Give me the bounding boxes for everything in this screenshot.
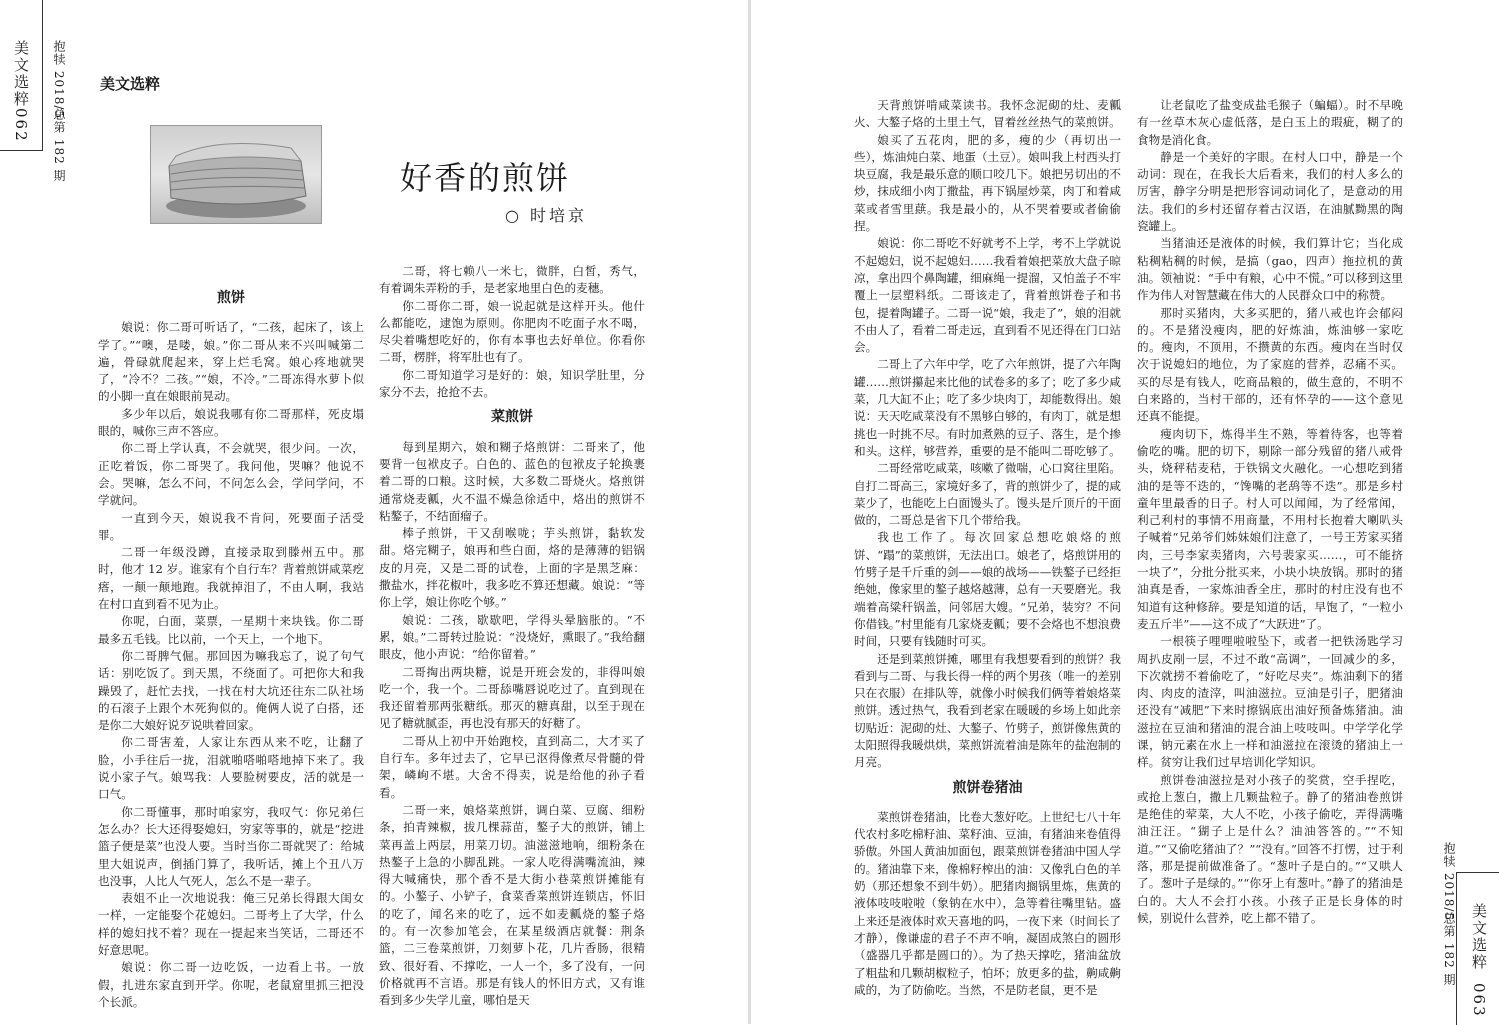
paragraph: 那时买猪肉，大多买肥的，猪八戒也许会郁闷的。不是猪没瘦肉，肥的好炼油，炼油够一家吃的。瘦肉，不顶用，不攒黄的东西。瘦肉在当时仅次于说媳妇的地位，为了家庭的营养，忍痛不买。买的尽是有钱人，吃商品粮的，做生意的，不明不白来路的，当村干部的，还有怀孕的——这个意见还真不能提。	[1137, 305, 1403, 424]
text-column-1	[98, 282, 364, 1011]
paragraph: 你二哥你二哥，娘一说起就是这样开头。他什么都能吃，逮饱为原则。你肥肉不吃面子水不喝，尽尖着嘴想吃好的，你有本事也去好单位。你看你二哥，楞胖，将军肚也有了。	[379, 298, 645, 365]
pancake-photo	[150, 125, 322, 224]
paragraph: 当猪油还是液体的时候，我们算计它；当化成粘稠粘稠的时候，是搞（gao，四声）拖拉机的黄油。领袖说：“手中有粮，心中不慌。”可以移到这里作为伟人对智慧藏在伟大的人民群众口中的称赞。	[1137, 236, 1403, 303]
paragraph: 二哥掏出两块糖，说是开班会发的，非得叫娘吃一个，我一个。二哥舔嘴唇说吃过了。直到现在我还留着那两张糖纸。那灭的糖真甜，以至于现在见了糖就腻歪，再也没有那天的好糖了。	[379, 664, 645, 731]
article-author: ○ 时培京	[505, 206, 588, 225]
paragraph: 二哥从上初中开始跑校，直到高二，大才买了自行车。多年过去了，它早已沤得像煮尽骨髓的骨架，嶙峋不堪。大舍不得卖，说是给他的孙子看看。	[379, 733, 645, 800]
paragraph: 娘说：你二哥一边吃饭，一边看上书。一放假，扎进东家直到开学。你呢，老鼠窟里抓三把没个长派。	[98, 960, 364, 1009]
right-page-number: 063	[1470, 983, 1488, 1018]
paragraph: 表姐不止一次地说我：俺三兄弟长得跟大闺女一样，一定能娶个花媳妇。二哥考上了大学，什么样的媳妇找不着？现在一提起来当笑话，二哥还不好意思呢。	[98, 891, 364, 957]
paragraph: 瘦肉切下，炼得半生不熟，等着待客，也等着偷吃的嘴。肥的切下，剔除一部分残留的猪八戒骨头，烧秤秸麦秸，于铁锅文火融化。一心想吃到猪油的是等不迭的，“馋嘴的老鸹等不迭”。那是乡村童年里最香的日子。村人可以闻闻，为了经常闻，利己利村的事情不用商量，不用村长抱着大喇叭头子喊着“兄弟爷们姊妹娘们注意了，一号王芳家买猪肉，三号李家卖猪肉，六号裴家买……，可不能挤一块了”，分批分批买来，小块小块放锅。那时的猪油真是香，一家炼油香全庄，那时的村庄没有也不知道有这种修辞。要是知道的话，早饱了，“一粒小麦五斤半”——这不成了“大跃进”了。	[1137, 426, 1403, 631]
paragraph: 娘说：你二哥吃不好就考不上学，考不上学就说不起媳妇，说不起媳妇……我看着娘把菜放大盘子晾凉，拿出四个鼻陶罐，细麻绳一提溜，又怕盖子不牢覆上一层塑料纸。二哥该走了，背着煎饼卷子和书包，提着陶罐子。二哥一说“娘，我走了”，娘的泪就不由人了，看着二哥走远，直到看不见还得在门口站会。	[854, 236, 1121, 355]
paragraph: 二哥，将七赖八一米七，微胖，白皙，秀气，有着调朱弄粉的手，是老家地里白色的麦穗。	[379, 264, 645, 296]
right-edge-tab	[1456, 872, 1499, 1025]
left-running-issue: 抱犊 2018/5	[52, 40, 66, 120]
paragraph: 煎饼卷油滋拉是对小孩子的奖赏，空手捏吃，或抢上葱白，撒上几颗盐粒子。静了的猪油卷煎饼是绝佳的荤菜，大人不吃，小孩子偷吃，弄得满嘴油汪汪。“猢子上是什么？油油答答的。”“不知道。”“又偷吃猪油了？”“没有。”回答不打愣，过于利落，那是提前做准备了。“葱叶子是白的。”“又哄人了。葱叶子是绿的。”“你牙上有葱叶。”静了的猪油是白的。大人不会打小孩。小孩子正是长身体的时候，别说什么营养，吃上都不错了。	[1137, 772, 1403, 925]
text-column-2	[379, 263, 645, 1009]
paragraph: 你呢，白面，菜票，一星期十来块钱。你二哥最多五毛钱。比以前，一个天上，一个地下。	[98, 614, 364, 646]
paragraph: 你二哥害羞，人家让东西从来不吃，让翻了脸，小手往后一拢，泪就啪嗒啪嗒地掉下来了。我说小家子气。娘骂我：人要脸树要皮，活的就是一口气。	[98, 735, 364, 802]
subheading: 煎饼	[217, 290, 245, 306]
paragraph: 二哥上了六年中学，吃了六年煎饼，提了六年陶罐……煎饼攥起来比他的试卷多的多了；吃了多少咸菜，几大缸不止；吃了多少块肉丁，却能数得出。娘说：天天吃咸菜没有不黑够白够的，有肉丁，就是想挑也一时挑不尽。有时加煮熟的豆子、落生，是个掺和头。这样，够营养，重要的是不能叫二哥吃够了。	[854, 357, 1121, 458]
paragraph: 娘说：你二哥可听话了，“二孩，起床了，该上学了。”“噢，是喽，娘。”你二哥从来不兴叫喊第二遍，骨碌就爬起来，穿上烂毛窝。娘心疼地就哭了，“冷不？二孩。”“娘，不冷。”二哥冻得水萝卜似的小脚一直在娘眼前晃动。	[98, 320, 364, 404]
page-gutter	[748, 0, 751, 1024]
paragraph: 你二哥脾气倔。那回因为嘛我忘了，说了句气话：别吃饭了。到天黑，不绕面了。可把你大和我躁毁了，赶忙去找，一找在村大坑还往东二队社场的石滚子上跟个木死狗似的。俺俩人说了白搭，还是你二大娘好说歹说哄着回家。	[98, 648, 364, 733]
text-column-4	[1137, 97, 1403, 927]
paragraph: 娘买了五花肉，肥的多，瘦的少（再切出一些），炼油炖白菜、地蛋（土豆）。娘叫我上村西头打块豆腐，我是最乐意的顺口咬几下。娘把另切出的不炒，抹成细小肉丁撒盐，再下锅屋炒菜，肉丁和着咸菜或者雪里蕻。我是最小的，从不哭着要或者偷偷捏。	[854, 132, 1121, 234]
pancake-stack-illustration	[151, 126, 321, 223]
left-running-total: 总第 182 期	[52, 108, 66, 183]
paragraph: 每到星期六，娘和糊子烙煎饼：二哥来了，他要背一包袱皮子。白色的、蓝色的包袱皮子轮换裹着二哥的口粮。这时候，大多数二哥烧火。烙煎饼通常烧麦瓤，火不温不燥急徐适中，烙出的煎饼不粘鏊子，不结面瘤子。	[379, 439, 645, 523]
paragraph: 一根筷子哩哩啦啦坠下，或者一把铁汤匙学习周扒皮剐一层，不过不敢“高调”，一回减少的多，下次就捞不着偷吃了，“好吃尽夹”。炼油剩下的猪肉、肉皮的渣滓，叫油滋拉。豆油是引子，肥猪油还没有“减肥”下来时擦锅底出油好预备炼猪油。油滋拉在豆油和猪油的混合油上吱吱叫。中学学化学课，钠元素在水上一样和油滋拉在滚烫的猪油上一样。贫穷让我们过早培训化学知识。	[1137, 634, 1403, 770]
right-edge-section-label: 美文选粹	[1470, 903, 1488, 971]
paragraph: 让老鼠吃了盐变成盐毛猴子（蝙蝠）。时不早晚有一丝草木灰心虚低落，是白玉上的瑕疵，糊了的食物是消化食。	[1137, 98, 1403, 147]
right-running-issue: 抱犊 2018/5	[1442, 842, 1456, 922]
paragraph: 还是到菜煎饼摊，哪里有我想要看到的煎饼？我看到与二哥、与我长得一样的两个男孩（唯一的差别只在衣服）在排队等，就像小时候我们俩等着娘烙菜煎饼。透过热气，我看到老家在暖暖的乡场上如此亲切贴近：泥砌的灶、大鏊子、竹劈子，煎饼像焦黄的太阳照得我暖烘烘，菜煎饼流着油是陈年的盐泡制的月亮。	[854, 651, 1121, 770]
paragraph: 多少年以后，娘说我哪有你二哥那样，死皮塌眼的，喊你三声不答应。	[98, 406, 364, 439]
paragraph: 一直到今天，娘说我不肯问，死要面子活受罪。	[98, 510, 364, 542]
paragraph: 娘说：二孩，歇歇吧，学得头晕脑胀的。“不累，娘。”二哥转过脸说：“没烧好，熏眼了。”我给翻眼皮，他小声说：“给你留着。”	[379, 612, 645, 662]
text-column-3	[854, 97, 1121, 999]
left-edge-tab	[0, 0, 43, 151]
subheading: 菜煎饼	[491, 409, 533, 426]
paragraph: 菜煎饼卷猪油，比卷大葱好吃。上世纪七八十年代农村多吃棉籽油、菜籽油、豆油，有猪油来卷值得骄傲。外国人黄油加面包，跟菜煎饼卷猪油中国人学的。猪油靠下来，像棉籽榨出的油：又像乳白色的羊奶（那还想象不到牛奶）。肥猪肉搁锅里炼，焦黄的液体吱吱啦啦（象钠在水中），急等着往嘴里钻。盛上来还是液体时欢天喜地的吗，一夜下来（时间长了才静），像谦虚的君子不声不响，凝固成煞白的圆形（盛器几乎都是圆口的）。为了热天撑吃，猪油盆放了粗盐和几颗胡椒粒子，怕坏；放更多的盐，齁咸齁咸的，为了防偷吃。当然，不是防老鼠，更不是	[854, 809, 1121, 997]
paragraph: 静是一个美好的字眼。在村人口中，静是一个动词：现在，在我长大后看来，我们的村人多么的厉害，静字分明是把形容词动词化了，是意动的用法。我们的乡村还留存着古汉语，在油腻黝黑的陶瓷罐上。	[1137, 149, 1403, 234]
paragraph: 二哥一年级没蹲，直接录取到滕州五中。那时，他才 12 岁。谁家有个自行车？背着煎饼咸菜疙瘩，一颠一颠地跑。我就掉泪了，不由人啊，我站在村口直到看不见为止。	[98, 545, 364, 612]
article-title: 好香的煎饼	[400, 159, 571, 197]
paragraph: 天背煎饼啃咸菜读书。我怀念泥砌的灶、麦瓤火、大鏊子烙的土里土气，冒着丝丝热气的菜煎饼。	[854, 98, 1121, 130]
subheading: 煎饼卷猪油	[952, 779, 1023, 796]
section-label: 美文选粹	[100, 75, 161, 93]
left-edge-section-label: 美文选粹	[12, 40, 30, 108]
paragraph: 你二哥懂事，那时咱家穷，我叹气：你兄弟仨怎么办？长大还得娶媳妇，穷家等事的，就是“挖进篮子便是菜”也没人要。当时当你二哥就哭了：给城里大姐说声，倒插门算了，我听话，摊上个丑八万也没事，人比人气死人，怎么不是一辈子。	[98, 804, 364, 888]
right-running-total: 总第 182 期	[1442, 912, 1456, 987]
paragraph: 二哥经常吃咸菜，咳嗽了微喘，心口窝往里陷。自打二哥高三，家境好多了，背的煎饼少了，提的咸菜少了，也能吃上白面馒头了。馒头是斤顶斤的干面做的，二哥总是省下几个带给我。	[854, 461, 1121, 528]
paragraph: 棒子煎饼，干又刮喉咙；芋头煎饼，黏软发甜。烙完糊子，娘再和些白面，烙的是薄薄的铝锅皮的月亮，又是二哥的试卷，上面的字是黑芝麻：撒盐水，拌花椒叶，我多吃不算还想藏。娘说：“等你上学，娘让你吃个够。”	[379, 526, 645, 610]
paragraph: 你二哥上学认真，不会就哭，很少问。一次，正吃着饭，你二哥哭了。我问他，哭嘛？他说不会。哭嘛，怎么不问，不问怎么会，学问学问，不学就问。	[98, 441, 364, 508]
paragraph: 我也工作了。每次回家总想吃娘烙的煎饼、“蹋”的菜煎饼，无法出口。娘老了，烙煎饼用的竹劈子是千斤重的剑——娘的战场——铁鏊子已经拒绝她，像家里的鏊子越烙越薄，总有一天要磨光。我端着高粱秆锅盖，问邻居大嫂。“兄弟，装穷？不问你借钱。”村里能有几家烧麦瓤；要不会烙也不想浪费时间，只要有钱随时可买。	[854, 530, 1121, 649]
paragraph: 二哥一来，娘烙菜煎饼，调白菜、豆腐、细粉条，拍青辣椒，拔几棵蒜苗，鏊子大的煎饼，铺上菜再盖上两层，用菜刀切。油滋滋地响，细粉条在热鏊子上急的小脚乱跳。一家人吃得满嘴流油，辣得大喊痛快，那个香不是大街小巷菜煎饼摊能有的。小鏊子、小铲子，食菜香菜煎饼连锁店，怀旧的吃了，闻名来的吃了，远不如麦瓤烧的鏊子烙的。有一次参加笔会，在某星级酒店就餐：荆条篮，二三卷菜煎饼，刀刻萝卜花，几片香肠，很精致、很好看、不撑吃，一人一个，多了没有，一问价格就再不言语。那是有钱人的怀旧方式，又有谁看到多少失学儿童，哪怕是天	[379, 802, 645, 1008]
paragraph: 你二哥知道学习是好的：娘，知识学肚里，分家分不去，抢抢不去。	[379, 367, 645, 400]
left-page-number: 062	[12, 108, 30, 143]
